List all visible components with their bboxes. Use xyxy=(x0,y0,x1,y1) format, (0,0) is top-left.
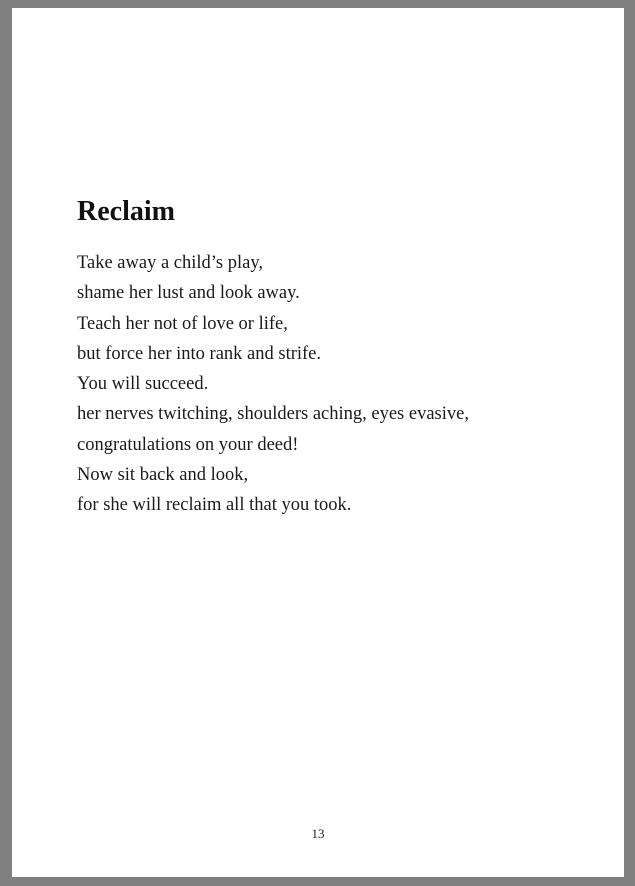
poem-line: her nerves twitching, shoulders aching, eyes evasive, xyxy=(77,404,469,425)
poem-title: Reclaim xyxy=(77,196,175,227)
poem-line: Take away a child’s play, xyxy=(77,253,264,273)
poem-line: Now sit back and look, xyxy=(77,465,249,486)
page-number: 13 xyxy=(311,826,325,841)
poem-line: but force her into rank and strife. xyxy=(77,343,322,364)
poem-line: Teach her not of love or life, xyxy=(77,313,288,334)
document-page xyxy=(12,8,624,877)
poem-line: shame her lust and look away. xyxy=(77,283,300,304)
poem-line: for she will reclaim all that you took. xyxy=(77,495,352,516)
poem-line: You will succeed. xyxy=(77,374,209,395)
poem-line: congratulations on your deed! xyxy=(77,434,299,455)
poem-body xyxy=(77,248,469,521)
